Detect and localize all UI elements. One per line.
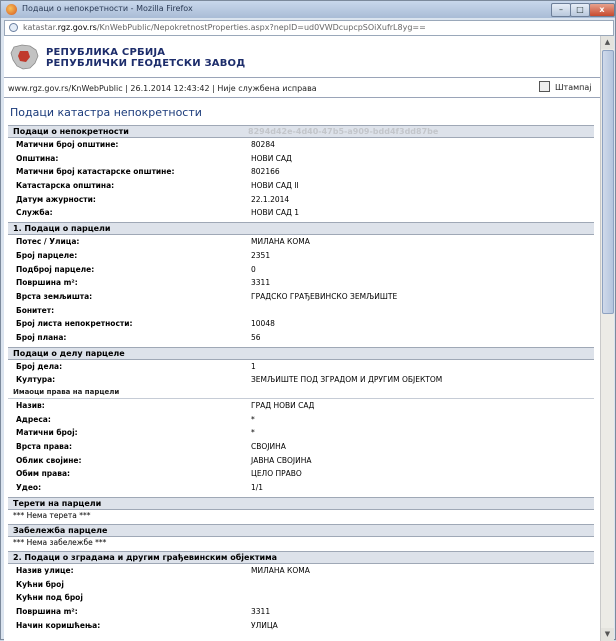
field-value: 1/1 bbox=[251, 483, 264, 493]
field-label: Матични број: bbox=[16, 428, 78, 438]
close-button[interactable]: x bbox=[589, 3, 615, 17]
field-label: Врста земљишта: bbox=[16, 291, 93, 301]
logo-title-1: РЕПУБЛИКА СРБИЈА bbox=[46, 47, 166, 58]
field-value: ЗЕМЉИШТЕ ПОД ЗГРАДОМ И ДРУГИМ ОБЈЕКТОМ bbox=[251, 375, 443, 385]
field-label: Бонитет: bbox=[16, 305, 55, 315]
field-value: СВОЈИНА bbox=[251, 442, 286, 452]
section-header-buildings: 2. Подаци о зградама и другим грађевинским објектима bbox=[8, 551, 594, 564]
cadastre-table bbox=[8, 123, 594, 632]
field-value: 3311 bbox=[251, 278, 271, 288]
field-label: Потес / Улица: bbox=[16, 237, 80, 247]
table-row bbox=[8, 331, 594, 345]
table-row bbox=[8, 619, 594, 633]
field-label: Култура: bbox=[16, 375, 56, 385]
field-label: Врста права: bbox=[16, 442, 72, 452]
section-header-notes: Забележба парцеле bbox=[8, 524, 594, 537]
section-header-property: Подаци о непокретности 8294d42e-4d40-47b5-a909-bdd4f3dd87be bbox=[8, 125, 594, 138]
field-label: Површина m²: bbox=[16, 606, 78, 616]
field-value: 80284 bbox=[251, 140, 275, 149]
table-row bbox=[8, 193, 594, 207]
table-row bbox=[8, 454, 594, 468]
table-row bbox=[8, 399, 594, 413]
field-value: НОВИ САД bbox=[251, 153, 292, 163]
print-button[interactable] bbox=[539, 81, 592, 92]
property-guid: 8294d42e-4d40-47b5-a909-bdd4f3dd87be bbox=[248, 127, 439, 136]
field-value: НОВИ САД II bbox=[251, 181, 299, 191]
field-label: Служба: bbox=[16, 208, 53, 218]
field-value: 802166 bbox=[251, 167, 280, 177]
field-label: Катастарска општина: bbox=[16, 181, 115, 191]
scroll-up-arrow-icon[interactable]: ▲ bbox=[601, 36, 614, 49]
field-value: УЛИЦА bbox=[251, 620, 278, 630]
field-value: 22.1.2014 bbox=[251, 194, 290, 204]
table-row bbox=[8, 206, 594, 220]
field-label: Број листа непокретности: bbox=[16, 319, 133, 329]
table-row bbox=[8, 373, 594, 387]
table-row bbox=[8, 138, 594, 152]
field-value: * bbox=[251, 428, 255, 438]
field-label: Облик својине: bbox=[16, 455, 82, 465]
table-row bbox=[8, 360, 594, 374]
field-label: Обим права: bbox=[16, 469, 71, 479]
table-row bbox=[8, 467, 594, 481]
info-bar: www.rgz.gov.rs/KnWebPublic | 26.1.2014 12:43:42 | Није службена исправа bbox=[8, 84, 317, 93]
table-row bbox=[8, 152, 594, 166]
field-label: Подброј парцеле: bbox=[16, 264, 95, 274]
section-header-parcel: 1. Подаци о парцели bbox=[8, 222, 594, 235]
field-value: 3311 bbox=[251, 606, 271, 616]
field-value: ГРАД НОВИ САД bbox=[251, 401, 315, 410]
section-header-burdens: Терети на парцели bbox=[8, 497, 594, 510]
field-value: МИЛАНА КОМА bbox=[251, 237, 310, 247]
field-value: НОВИ САД 1 bbox=[251, 208, 300, 218]
table-row bbox=[8, 317, 594, 331]
logo-title-2: РЕПУБЛИЧКИ ГЕОДЕТСКИ ЗАВОД bbox=[46, 58, 246, 69]
table-row bbox=[8, 426, 594, 440]
minimize-button[interactable]: – bbox=[551, 3, 571, 17]
field-value: 56 bbox=[251, 332, 261, 342]
field-label: Датум ажурности: bbox=[16, 194, 96, 204]
table-row bbox=[8, 481, 594, 495]
address-bar[interactable] bbox=[4, 20, 614, 36]
field-label: Број парцеле: bbox=[16, 250, 78, 260]
field-value: 2351 bbox=[251, 250, 271, 260]
rgz-logo bbox=[8, 43, 308, 73]
burdens-text: *** Нема терета *** bbox=[13, 510, 91, 520]
field-label: Површина m²: bbox=[16, 278, 78, 288]
printer-icon bbox=[539, 81, 550, 92]
notes-text: *** Нема забележбе *** bbox=[13, 537, 107, 547]
table-row bbox=[8, 591, 594, 605]
maximize-button[interactable]: □ bbox=[570, 3, 590, 17]
field-label: Кућни под број bbox=[16, 593, 83, 603]
window-title: Подаци о непокретности - Mozilla Firefox bbox=[22, 4, 193, 13]
section-header-parcel-part: Подаци о делу парцеле bbox=[8, 347, 594, 360]
table-row bbox=[8, 249, 594, 263]
table-row bbox=[8, 413, 594, 427]
field-label: Број дела: bbox=[16, 361, 63, 371]
field-value: ЈАВНА СВОЈИНА bbox=[251, 455, 312, 465]
divider bbox=[4, 77, 600, 78]
table-row bbox=[8, 578, 594, 592]
field-label: Назив: bbox=[16, 401, 45, 410]
field-label: Кућни број bbox=[16, 579, 64, 589]
table-row bbox=[8, 263, 594, 277]
serbia-map-icon bbox=[8, 43, 42, 71]
field-value: ГРАДСКО ГРАЂЕВИНСКО ЗЕМЉИШТЕ bbox=[251, 291, 398, 301]
table-row bbox=[8, 276, 594, 290]
firefox-icon bbox=[6, 4, 17, 15]
table-row bbox=[8, 165, 594, 179]
table-row bbox=[8, 304, 594, 318]
table-row bbox=[8, 564, 594, 578]
table-row bbox=[8, 179, 594, 193]
field-label: Назив улице: bbox=[16, 565, 74, 575]
field-value: 1 bbox=[251, 361, 256, 371]
field-label: Адреса: bbox=[16, 414, 51, 424]
field-label: Број плана: bbox=[16, 332, 67, 342]
title-bar[interactable] bbox=[1, 1, 615, 18]
divider bbox=[4, 97, 600, 98]
field-label: Начин коришћења: bbox=[16, 620, 101, 630]
table-row bbox=[8, 440, 594, 454]
url-text[interactable]: katastar.rgz.gov.rs/KnWebPublic/NepokretnostProperties.aspx?nepID=ud0VWDcupcpSOiXufrL8yg== bbox=[23, 23, 426, 32]
print-label: Штампај bbox=[555, 83, 592, 92]
field-label: Матични број катастарске општине: bbox=[16, 167, 175, 177]
field-label: Удео: bbox=[16, 483, 42, 493]
holders-subheader: Имаоци права на парцели bbox=[8, 387, 594, 399]
scroll-thumb[interactable] bbox=[602, 50, 614, 314]
field-value: ЦЕЛО ПРАВО bbox=[251, 469, 302, 479]
field-label: Матични број општине: bbox=[16, 140, 119, 149]
field-value: * bbox=[251, 414, 255, 424]
scroll-down-arrow-icon[interactable]: ▼ bbox=[601, 628, 614, 641]
field-value: МИЛАНА КОМА bbox=[251, 565, 310, 575]
table-row bbox=[8, 290, 594, 304]
field-value: 10048 bbox=[251, 319, 275, 329]
globe-icon bbox=[9, 23, 18, 32]
table-row bbox=[8, 235, 594, 249]
field-label: Општина: bbox=[16, 153, 59, 163]
field-value: 0 bbox=[251, 264, 256, 274]
table-row bbox=[8, 605, 594, 619]
page-content bbox=[4, 36, 600, 641]
page-title: Подаци катастра непокретности bbox=[10, 106, 202, 119]
vertical-scrollbar[interactable] bbox=[600, 36, 614, 641]
